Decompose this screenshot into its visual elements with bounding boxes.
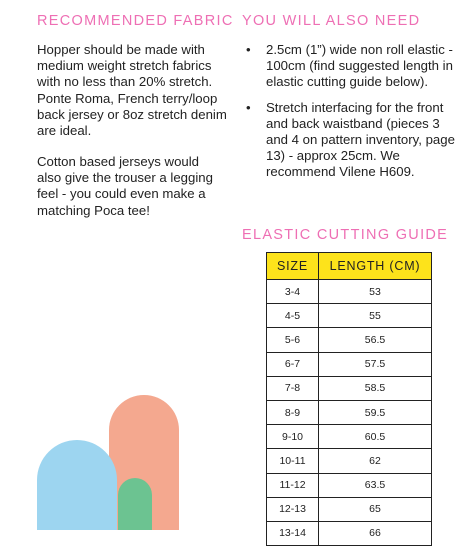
list-item bbox=[242, 42, 462, 91]
size-column-header: SIZE bbox=[267, 253, 319, 280]
you-will-also-need-heading: YOU WILL ALSO NEED bbox=[242, 13, 421, 29]
table-row bbox=[267, 280, 432, 304]
bullet-glyph: • bbox=[246, 42, 251, 57]
table-row bbox=[267, 304, 432, 328]
supplies-list bbox=[242, 42, 462, 190]
list-item-text: 2.5cm (1”) wide non roll elastic - 100cm (find suggested length in elastic cutting guide below). bbox=[266, 42, 453, 90]
elastic-cutting-guide-heading: ELASTIC CUTTING GUIDE bbox=[242, 227, 449, 243]
length-cell: 59.5 bbox=[319, 400, 432, 424]
length-cell: 57.5 bbox=[319, 352, 432, 376]
table-row bbox=[267, 521, 432, 545]
size-cell: 6-7 bbox=[267, 352, 319, 376]
length-cell: 63.5 bbox=[319, 473, 432, 497]
table-row bbox=[267, 328, 432, 352]
length-cell: 60.5 bbox=[319, 425, 432, 449]
length-cell: 58.5 bbox=[319, 376, 432, 400]
size-cell: 5-6 bbox=[267, 328, 319, 352]
jersey-paragraph: Cotton based jerseys would also give the trouser a legging feel - you could even make a matching Poca tee! bbox=[37, 154, 213, 218]
size-cell: 4-5 bbox=[267, 304, 319, 328]
size-cell: 10-11 bbox=[267, 449, 319, 473]
green-arch-shape bbox=[118, 478, 152, 530]
size-cell: 9-10 bbox=[267, 425, 319, 449]
length-cell: 66 bbox=[319, 521, 432, 545]
length-cell: 56.5 bbox=[319, 328, 432, 352]
size-cell: 12-13 bbox=[267, 497, 319, 521]
size-cell: 11-12 bbox=[267, 473, 319, 497]
length-cell: 55 bbox=[319, 304, 432, 328]
size-cell: 3-4 bbox=[267, 280, 319, 304]
size-cell: 8-9 bbox=[267, 400, 319, 424]
bullet-glyph: • bbox=[246, 99, 251, 115]
list-item-text: Stretch interfacing for the front and back waistband (pieces 3 and 4 on pattern inventory, page 13) - approx 25cm. We recommend Vilene H609. bbox=[266, 99, 455, 180]
length-cell: 65 bbox=[319, 497, 432, 521]
size-cell: 7-8 bbox=[267, 376, 319, 400]
length-cell: 62 bbox=[319, 449, 432, 473]
table-row bbox=[267, 473, 432, 497]
recommended-fabric-heading: RECOMMENDED FABRIC bbox=[37, 13, 234, 29]
table-row bbox=[267, 425, 432, 449]
table-row bbox=[267, 352, 432, 376]
size-cell: 13-14 bbox=[267, 521, 319, 545]
table-row bbox=[267, 400, 432, 424]
elastic-cutting-table bbox=[266, 252, 432, 546]
list-item bbox=[242, 100, 462, 181]
fabric-paragraph: Hopper should be made with medium weight stretch fabrics with no less than 20% stretch. Ponte Roma, French terry/loop back jersey or 8oz stretch denim are ideal. bbox=[37, 42, 227, 139]
blue-arch-shape bbox=[37, 440, 117, 530]
table-row bbox=[267, 497, 432, 521]
table-row bbox=[267, 376, 432, 400]
length-column-header: LENGTH (CM) bbox=[319, 253, 432, 280]
table-row bbox=[267, 449, 432, 473]
length-cell: 53 bbox=[319, 280, 432, 304]
table-header-row bbox=[267, 253, 432, 280]
